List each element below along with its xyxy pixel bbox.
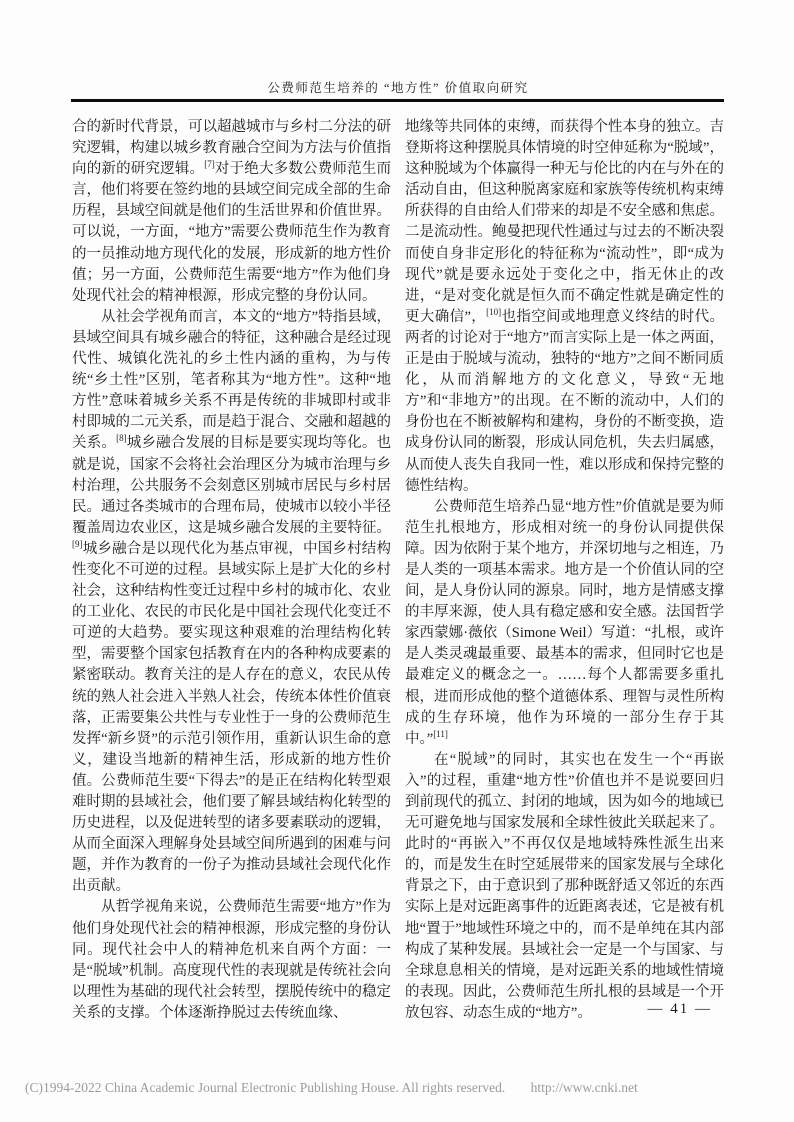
footer-url: http://www.cnki.net xyxy=(530,1080,638,1095)
right-column xyxy=(405,117,724,1024)
article-body xyxy=(72,117,724,1024)
citation-marker: [8] xyxy=(116,433,127,444)
running-title: 公费师范生培养的 “地方性” 价值取向研究 xyxy=(267,81,529,95)
page-number: — 41 — xyxy=(647,1001,712,1017)
left-column xyxy=(72,117,391,1024)
paragraph: 在“脱域”的同时，其实也在发生一个“再嵌入”的过程，重建“地方性”价值也并不是说要回归到前现代的孤立、封闭的地域，因为如今的地域已无可避免地与国家发展和全球性彼此关联起来了。此时的“再嵌入”不再仅仅是地域特殊性派生出来的，而是发生在时空延展带来的国家发展与全球化背景之下，由于意识到了那种既舒适又邻近的东西实际上是对远距离事件的近距离表述，它是被有机地“置于”地域性环境之中的，而不是单纯在其内部构成了某种发展。县域社会一定是一个与国家、与全球息息相关的情境，是对远距关系的地域性情境的表现。因此，公费师范生所扎根的县域是一个开放包容、动态生成的“地方”。 xyxy=(405,751,724,1021)
paragraph: 合的新时代背景，可以超越城市与乡村二分法的研究逻辑，构建以城乡教育融合空间为方法与价值指向的新的研究逻辑。[7]对于绝大多数公费师范生而言，他们将要在签约地的县域空间完成全部的生命历程，县域空间就是他们的生活世界和价值世界。可以说，一方面，“地方”需要公费师范生作为教育的一员推动地方现代化的发展，形成新的地方性价值；另一方面，公费师范生需要“地方”作为他们身处现代社会的精神根源，形成完整的身份认同。 xyxy=(72,119,392,304)
header-rule xyxy=(71,99,724,102)
citation-marker: [11] xyxy=(433,728,448,739)
paragraph: 从社会学视角而言，本文的“地方”特指县域，县域空间具有城乡融合的特征，这种融合是经过现代性、城镇化洗礼的乡土性内涵的重构，为与传统“乡土性”区别，笔者称其为“地方性”。这种“地方性”意味着城乡关系不再是传统的非城即村或非村即城的二元关系，而是趋于混合、交融和超越的关系。[8]城乡融合发展的目标是要实现均等化。也就是说，国家不会将社会治理区分为城市治理与乡村治理，公共服务不会刻意区别城市居民与乡村居民。通过各类城市的合理布局，使城市以较小半径覆盖周边农业区，这是城乡融合发展的主要特征。[9]城乡融合是以现代化为基点审视，中国乡村结构性变化不可逆的过程。县域实际上是扩大化的乡村社会，这种结构性变迁过程中乡村的城市化、农业的工业化、农民的市民化是中国社会现代化变迁不可逆的大趋势。要实现这种艰难的治理结构化转型，需要整个国家包括教育在内的各种构成要素的紧密联动。教育关注的是人存在的意义，农民从传统的熟人社会进入半熟人社会，传统本体性价值衰落，正需要集公共性与专业性于一身的公费师范生发挥“新乡贤”的示范引领作用，重新认识生命的意义，建设当地新的精神生活，形成新的地方性价值。公费师范生要“下得去”的是正在结构化转型艰难时期的县域社会，他们要了解县域结构化转型的历史进程，以及促进转型的诸多要素联动的逻辑，从而全面深入理解身处县域空间所遇到的困难与问题，并作为教育的一份子为推动县域社会现代化作出贡献。 xyxy=(72,308,392,895)
citation-marker: [7] xyxy=(204,159,215,170)
paragraph: 地缘等共同体的束缚，而获得个性本身的独立。吉登斯将这种摆脱具体情境的时空伸延称为“脱域”，这种脱域为个体赢得一种无与伦比的内在与外在的活动自由，但这种脱离家庭和家族等传统机构束缚所获得的自由给人们带来的却是不安全感和焦虑。二是流动性。鲍曼把现代性通过与过去的不断决裂而使自身非定形化的特征称为“流动性”，即“成为现代”就是要永远处于变化之中，指无休止的改进，“是对变化就是恒久而不确定性就是确定性的更大确信”，[10]也指空间或地理意义终结的时代。两者的讨论对于“地方”而言实际上是一体之两面，正是由于脱域与流动，独特的“地方”之间不断同质化，从而消解地方的文化意义，导致“无地方”和“非地方”的出现。在不断的流动中，人们的身份也在不断被解构和建构，身份的不断变换，造成身份认同的断裂，形成认同危机，失去归属感，从而使人丧失自我同一性，难以形成和保持完整的德性结构。 xyxy=(405,119,725,494)
citation-marker: [9] xyxy=(72,539,83,550)
paragraph: 公费师范生培养凸显“地方性”价值就是要为师范生扎根地方，形成相对统一的身份认同提供保障。因为依附于某个地方，并深切地与之相连，乃是人类的一项基本需求。地方是一个价值认同的空间，是人身份认同的源泉。同时，地方是情感支撑的丰厚来源，使人具有稳定感和安全感。法国哲学家西蒙娜·薇依（Simone Weil）写道：“扎根，或许是人类灵魂最重要、最基本的需求，但同时它也是最难定义的概念之一。……每个人都需要多重扎根，进而形成他的整个道德体系、理智与灵性所构成的生存环境，他作为环境的一部分生存于其中。”[11] xyxy=(405,498,724,747)
paragraph: 从哲学视角来说，公费师范生需要“地方”作为他们身处现代社会的精神根源，形成完整的身份认同。现代社会中人的精神危机来自两个方面：一是“脱域”机制。高度现代性的表现就是传统社会向以理性为基础的现代社会转型，摆脱传统中的稳定关系的支撑。个体逐渐挣脱过去传统血缘、 xyxy=(72,899,391,1021)
citation-marker: [10] xyxy=(486,307,502,318)
footer-copyright: (C)1994-2022 China Academic Journal Electronic Publishing House. All rights reserved. xyxy=(25,1080,506,1095)
footer xyxy=(25,1080,769,1096)
